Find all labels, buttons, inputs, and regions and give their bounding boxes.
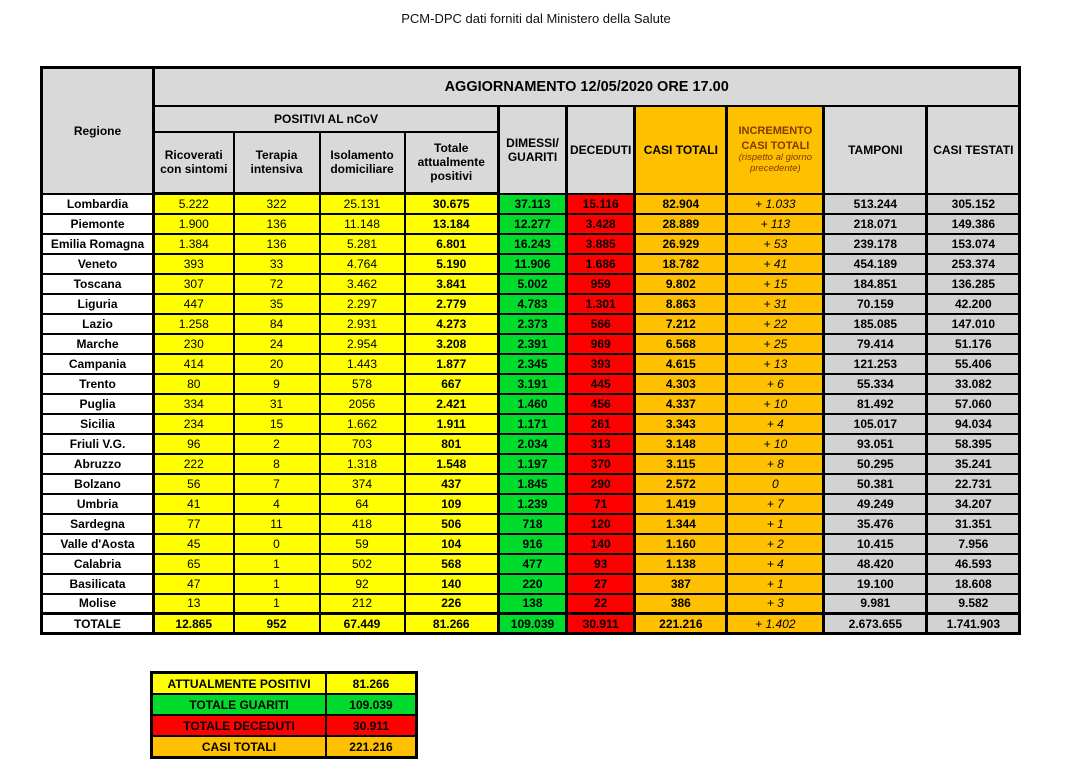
value-cell: 307 xyxy=(154,274,234,294)
value-cell: 140 xyxy=(405,574,499,594)
value-cell: 2.391 xyxy=(499,334,567,354)
region-name-cell: Molise xyxy=(42,594,154,614)
region-name-cell: Campania xyxy=(42,354,154,374)
value-cell: 1.662 xyxy=(320,414,405,434)
region-row xyxy=(42,454,1020,474)
value-cell: 10.415 xyxy=(824,534,927,554)
value-cell: 2.345 xyxy=(499,354,567,374)
value-cell: 1.384 xyxy=(154,234,234,254)
col-header-tamponi: TAMPONI xyxy=(824,106,927,194)
region-row xyxy=(42,394,1020,414)
value-cell: 104 xyxy=(405,534,499,554)
col-header-terapia-intensiva: Terapia intensiva xyxy=(234,132,320,194)
value-cell: + 1 xyxy=(727,574,824,594)
value-cell: 1.197 xyxy=(499,454,567,474)
value-cell: 3.191 xyxy=(499,374,567,394)
value-cell: 718 xyxy=(499,514,567,534)
value-cell: 566 xyxy=(567,314,635,334)
region-name-cell: Valle d'Aosta xyxy=(42,534,154,554)
incremento-header-title: INCREMENTO CASI TOTALI xyxy=(738,125,813,152)
value-cell: 22.731 xyxy=(927,474,1020,494)
value-cell: 18.608 xyxy=(927,574,1020,594)
value-cell: 109.039 xyxy=(499,614,567,634)
value-cell: + 113 xyxy=(727,214,824,234)
value-cell: 1.911 xyxy=(405,414,499,434)
value-cell: 48.420 xyxy=(824,554,927,574)
value-cell: 93 xyxy=(567,554,635,574)
region-row xyxy=(42,354,1020,374)
region-name-cell: Abruzzo xyxy=(42,454,154,474)
region-name-cell: Toscana xyxy=(42,274,154,294)
value-cell: 261 xyxy=(567,414,635,434)
value-cell: 2.572 xyxy=(635,474,727,494)
value-cell: 149.386 xyxy=(927,214,1020,234)
value-cell: 35.476 xyxy=(824,514,927,534)
region-name-cell: Friuli V.G. xyxy=(42,434,154,454)
value-cell: 136 xyxy=(234,234,320,254)
value-cell: 2.931 xyxy=(320,314,405,334)
value-cell: 7.212 xyxy=(635,314,727,334)
value-cell: 25.131 xyxy=(320,194,405,214)
value-cell: 12.277 xyxy=(499,214,567,234)
value-cell: 93.051 xyxy=(824,434,927,454)
region-row xyxy=(42,474,1020,494)
value-cell: 387 xyxy=(635,574,727,594)
value-cell: 2.297 xyxy=(320,294,405,314)
value-cell: 33.082 xyxy=(927,374,1020,394)
value-cell: 50.295 xyxy=(824,454,927,474)
value-cell: 447 xyxy=(154,294,234,314)
value-cell: 79.414 xyxy=(824,334,927,354)
value-cell: 1.900 xyxy=(154,214,234,234)
value-cell: 50.381 xyxy=(824,474,927,494)
value-cell: 1.419 xyxy=(635,494,727,514)
value-cell: 9.802 xyxy=(635,274,727,294)
value-cell: 212 xyxy=(320,594,405,614)
value-cell: 437 xyxy=(405,474,499,494)
region-row xyxy=(42,594,1020,614)
value-cell: 1.258 xyxy=(154,314,234,334)
legend-row-totale-guariti xyxy=(152,694,417,715)
value-cell: + 7 xyxy=(727,494,824,514)
value-cell: 334 xyxy=(154,394,234,414)
value-cell: 12.865 xyxy=(154,614,234,634)
region-name-cell: Emilia Romagna xyxy=(42,234,154,254)
value-cell: 30.911 xyxy=(567,614,635,634)
update-banner: AGGIORNAMENTO 12/05/2020 ORE 17.00 xyxy=(154,68,1020,106)
value-cell: 1.460 xyxy=(499,394,567,414)
value-cell: + 1.033 xyxy=(727,194,824,214)
legend-label: TOTALE DECEDUTI xyxy=(152,715,327,736)
value-cell: 80 xyxy=(154,374,234,394)
region-name-cell: Calabria xyxy=(42,554,154,574)
value-cell: 49.249 xyxy=(824,494,927,514)
region-name-cell: Lombardia xyxy=(42,194,154,214)
value-cell: 1.239 xyxy=(499,494,567,514)
value-cell: 7.956 xyxy=(927,534,1020,554)
region-row xyxy=(42,314,1020,334)
value-cell: 147.010 xyxy=(927,314,1020,334)
col-header-dimessi-guariti: DIMESSI/ GUARITI xyxy=(499,106,567,194)
value-cell: 81.492 xyxy=(824,394,927,414)
region-row xyxy=(42,514,1020,534)
value-cell: 81.266 xyxy=(405,614,499,634)
value-cell: 5.281 xyxy=(320,234,405,254)
value-cell: 84 xyxy=(234,314,320,334)
region-row xyxy=(42,274,1020,294)
region-name-cell: Bolzano xyxy=(42,474,154,494)
region-name-cell: Lazio xyxy=(42,314,154,334)
summary-legend-table xyxy=(150,671,418,759)
value-cell: 46.593 xyxy=(927,554,1020,574)
legend-row-casi-totali xyxy=(152,736,417,758)
value-cell: 2056 xyxy=(320,394,405,414)
value-cell: 230 xyxy=(154,334,234,354)
region-name-cell: Liguria xyxy=(42,294,154,314)
value-cell: + 6 xyxy=(727,374,824,394)
value-cell: 1.138 xyxy=(635,554,727,574)
value-cell: 386 xyxy=(635,594,727,614)
legend-row-totale-deceduti xyxy=(152,715,417,736)
region-row xyxy=(42,194,1020,214)
value-cell: 578 xyxy=(320,374,405,394)
value-cell: 3.841 xyxy=(405,274,499,294)
value-cell: 71 xyxy=(567,494,635,514)
value-cell: 222 xyxy=(154,454,234,474)
value-cell: 506 xyxy=(405,514,499,534)
value-cell: + 25 xyxy=(727,334,824,354)
value-cell: 56 xyxy=(154,474,234,494)
value-cell: 55.334 xyxy=(824,374,927,394)
value-cell: 3.428 xyxy=(567,214,635,234)
value-cell: 45 xyxy=(154,534,234,554)
value-cell: 2.954 xyxy=(320,334,405,354)
value-cell: 221.216 xyxy=(635,614,727,634)
value-cell: 51.176 xyxy=(927,334,1020,354)
region-name-cell: Trento xyxy=(42,374,154,394)
value-cell: 24 xyxy=(234,334,320,354)
value-cell: 3.148 xyxy=(635,434,727,454)
value-cell: 1.301 xyxy=(567,294,635,314)
value-cell: 31.351 xyxy=(927,514,1020,534)
region-column-header: Regione xyxy=(42,68,154,194)
value-cell: + 4 xyxy=(727,554,824,574)
value-cell: 290 xyxy=(567,474,635,494)
table-body xyxy=(42,194,1020,634)
value-cell: 3.208 xyxy=(405,334,499,354)
value-cell: 70.159 xyxy=(824,294,927,314)
region-row xyxy=(42,294,1020,314)
value-cell: 1.318 xyxy=(320,454,405,474)
value-cell: + 41 xyxy=(727,254,824,274)
value-cell: 27 xyxy=(567,574,635,594)
value-cell: 34.207 xyxy=(927,494,1020,514)
value-cell: 234 xyxy=(154,414,234,434)
value-cell: 0 xyxy=(234,534,320,554)
value-cell: + 1 xyxy=(727,514,824,534)
incremento-header-subtitle: (rispetto al giorno precedente) xyxy=(738,151,813,174)
value-cell: 801 xyxy=(405,434,499,454)
value-cell: 3.885 xyxy=(567,234,635,254)
value-cell: 55.406 xyxy=(927,354,1020,374)
update-banner-row xyxy=(42,68,1020,106)
region-row xyxy=(42,234,1020,254)
value-cell: 2.373 xyxy=(499,314,567,334)
legend-value: 30.911 xyxy=(326,715,417,736)
value-cell: 667 xyxy=(405,374,499,394)
value-cell: + 13 xyxy=(727,354,824,374)
value-cell: 322 xyxy=(234,194,320,214)
value-cell: 477 xyxy=(499,554,567,574)
value-cell: 16.243 xyxy=(499,234,567,254)
value-cell: 313 xyxy=(567,434,635,454)
value-cell: 121.253 xyxy=(824,354,927,374)
region-name-cell: Sicilia xyxy=(42,414,154,434)
value-cell: 185.085 xyxy=(824,314,927,334)
page-title: PCM-DPC dati forniti dal Ministero della Salute xyxy=(401,11,671,26)
region-name-cell: Sardegna xyxy=(42,514,154,534)
value-cell: + 3 xyxy=(727,594,824,614)
value-cell: 454.189 xyxy=(824,254,927,274)
value-cell: 9.981 xyxy=(824,594,927,614)
value-cell: 64 xyxy=(320,494,405,514)
region-name-cell: Puglia xyxy=(42,394,154,414)
value-cell: 3.462 xyxy=(320,274,405,294)
value-cell: 305.152 xyxy=(927,194,1020,214)
region-name-cell: Umbria xyxy=(42,494,154,514)
value-cell: 4.303 xyxy=(635,374,727,394)
value-cell: + 10 xyxy=(727,394,824,414)
value-cell: 1.160 xyxy=(635,534,727,554)
value-cell: 502 xyxy=(320,554,405,574)
value-cell: + 10 xyxy=(727,434,824,454)
value-cell: 1.443 xyxy=(320,354,405,374)
value-cell: 41 xyxy=(154,494,234,514)
value-cell: + 2 xyxy=(727,534,824,554)
value-cell: 13.184 xyxy=(405,214,499,234)
value-cell: 9.582 xyxy=(927,594,1020,614)
value-cell: 5.190 xyxy=(405,254,499,274)
value-cell: 3.343 xyxy=(635,414,727,434)
region-name-cell: Piemonte xyxy=(42,214,154,234)
value-cell: 20 xyxy=(234,354,320,374)
value-cell: 57.060 xyxy=(927,394,1020,414)
value-cell: 1.171 xyxy=(499,414,567,434)
value-cell: 513.244 xyxy=(824,194,927,214)
value-cell: 37.113 xyxy=(499,194,567,214)
value-cell: + 53 xyxy=(727,234,824,254)
col-header-ricoverati: Ricoverati con sintomi xyxy=(154,132,234,194)
value-cell: 11 xyxy=(234,514,320,534)
region-name-cell: Veneto xyxy=(42,254,154,274)
value-cell: 67.449 xyxy=(320,614,405,634)
col-header-casi-totali: CASI TOTALI xyxy=(635,106,727,194)
value-cell: 4.337 xyxy=(635,394,727,414)
positivi-group-header: POSITIVI AL nCoV xyxy=(154,106,499,132)
legend-value: 221.216 xyxy=(326,736,417,758)
value-cell: 218.071 xyxy=(824,214,927,234)
value-cell: 28.889 xyxy=(635,214,727,234)
legend-label: ATTUALMENTE POSITIVI xyxy=(152,673,327,695)
value-cell: 138 xyxy=(499,594,567,614)
region-row xyxy=(42,434,1020,454)
region-row xyxy=(42,494,1020,514)
value-cell: 4.273 xyxy=(405,314,499,334)
value-cell: 58.395 xyxy=(927,434,1020,454)
value-cell: 140 xyxy=(567,534,635,554)
value-cell: 59 xyxy=(320,534,405,554)
value-cell: 1 xyxy=(234,554,320,574)
value-cell: 26.929 xyxy=(635,234,727,254)
value-cell: + 31 xyxy=(727,294,824,314)
region-row xyxy=(42,534,1020,554)
value-cell: 30.675 xyxy=(405,194,499,214)
value-cell: 393 xyxy=(567,354,635,374)
value-cell: 969 xyxy=(567,334,635,354)
value-cell: 226 xyxy=(405,594,499,614)
value-cell: 136.285 xyxy=(927,274,1020,294)
value-cell: 3.115 xyxy=(635,454,727,474)
region-row xyxy=(42,414,1020,434)
value-cell: 5.222 xyxy=(154,194,234,214)
value-cell: 31 xyxy=(234,394,320,414)
value-cell: 11.906 xyxy=(499,254,567,274)
covid-data-table xyxy=(40,66,1021,635)
value-cell: 4.783 xyxy=(499,294,567,314)
value-cell: 5.002 xyxy=(499,274,567,294)
legend-label: CASI TOTALI xyxy=(152,736,327,758)
value-cell: + 22 xyxy=(727,314,824,334)
value-cell: 1.877 xyxy=(405,354,499,374)
total-row xyxy=(42,614,1020,634)
value-cell: 22 xyxy=(567,594,635,614)
value-cell: 47 xyxy=(154,574,234,594)
value-cell: 8 xyxy=(234,454,320,474)
value-cell: 2 xyxy=(234,434,320,454)
value-cell: 1 xyxy=(234,574,320,594)
col-header-casi-testati: CASI TESTATI xyxy=(927,106,1020,194)
value-cell: 2.034 xyxy=(499,434,567,454)
value-cell: 370 xyxy=(567,454,635,474)
value-cell: 1.548 xyxy=(405,454,499,474)
value-cell: 1.344 xyxy=(635,514,727,534)
region-row xyxy=(42,334,1020,354)
value-cell: 82.904 xyxy=(635,194,727,214)
value-cell: 65 xyxy=(154,554,234,574)
value-cell: + 15 xyxy=(727,274,824,294)
value-cell: 33 xyxy=(234,254,320,274)
region-row xyxy=(42,374,1020,394)
region-row xyxy=(42,214,1020,234)
value-cell: 4.764 xyxy=(320,254,405,274)
value-cell: 568 xyxy=(405,554,499,574)
region-name-cell: Basilicata xyxy=(42,574,154,594)
value-cell: 2.421 xyxy=(405,394,499,414)
value-cell: 1.741.903 xyxy=(927,614,1020,634)
value-cell: 414 xyxy=(154,354,234,374)
value-cell: 916 xyxy=(499,534,567,554)
legend-value: 109.039 xyxy=(326,694,417,715)
group-header-row xyxy=(42,106,1020,132)
value-cell: 109 xyxy=(405,494,499,514)
value-cell: 456 xyxy=(567,394,635,414)
value-cell: + 8 xyxy=(727,454,824,474)
value-cell: 2.673.655 xyxy=(824,614,927,634)
value-cell: 1 xyxy=(234,594,320,614)
value-cell: 9 xyxy=(234,374,320,394)
col-header-deceduti: DECEDUTI xyxy=(567,106,635,194)
value-cell: 6.568 xyxy=(635,334,727,354)
legend-row-attualmente-positivi xyxy=(152,673,417,695)
value-cell: 239.178 xyxy=(824,234,927,254)
value-cell: 7 xyxy=(234,474,320,494)
value-cell: 120 xyxy=(567,514,635,534)
col-header-isolamento: Isolamento domiciliare xyxy=(320,132,405,194)
value-cell: 393 xyxy=(154,254,234,274)
value-cell: 703 xyxy=(320,434,405,454)
region-name-cell: Marche xyxy=(42,334,154,354)
col-header-incremento xyxy=(727,106,824,194)
value-cell: + 4 xyxy=(727,414,824,434)
value-cell: 11.148 xyxy=(320,214,405,234)
value-cell: 92 xyxy=(320,574,405,594)
value-cell: 6.801 xyxy=(405,234,499,254)
value-cell: 418 xyxy=(320,514,405,534)
value-cell: 136 xyxy=(234,214,320,234)
value-cell: 35.241 xyxy=(927,454,1020,474)
value-cell: 15 xyxy=(234,414,320,434)
value-cell: 445 xyxy=(567,374,635,394)
legend-value: 81.266 xyxy=(326,673,417,695)
value-cell: 0 xyxy=(727,474,824,494)
region-row xyxy=(42,254,1020,274)
region-row xyxy=(42,574,1020,594)
value-cell: 72 xyxy=(234,274,320,294)
region-row xyxy=(42,554,1020,574)
value-cell: 184.851 xyxy=(824,274,927,294)
value-cell: 959 xyxy=(567,274,635,294)
value-cell: 220 xyxy=(499,574,567,594)
value-cell: 8.863 xyxy=(635,294,727,314)
value-cell: 19.100 xyxy=(824,574,927,594)
value-cell: 105.017 xyxy=(824,414,927,434)
table-header xyxy=(42,68,1020,194)
value-cell: 4 xyxy=(234,494,320,514)
col-header-totale-positivi: Totale attualmente positivi xyxy=(405,132,499,194)
value-cell: 2.779 xyxy=(405,294,499,314)
value-cell: 42.200 xyxy=(927,294,1020,314)
value-cell: 1.686 xyxy=(567,254,635,274)
value-cell: 374 xyxy=(320,474,405,494)
value-cell: 35 xyxy=(234,294,320,314)
legend-label: TOTALE GUARITI xyxy=(152,694,327,715)
value-cell: 952 xyxy=(234,614,320,634)
value-cell: 94.034 xyxy=(927,414,1020,434)
value-cell: 4.615 xyxy=(635,354,727,374)
region-name-cell: TOTALE xyxy=(42,614,154,634)
value-cell: 15.116 xyxy=(567,194,635,214)
value-cell: 18.782 xyxy=(635,254,727,274)
value-cell: 96 xyxy=(154,434,234,454)
value-cell: + 1.402 xyxy=(727,614,824,634)
value-cell: 13 xyxy=(154,594,234,614)
value-cell: 77 xyxy=(154,514,234,534)
value-cell: 253.374 xyxy=(927,254,1020,274)
value-cell: 1.845 xyxy=(499,474,567,494)
value-cell: 153.074 xyxy=(927,234,1020,254)
